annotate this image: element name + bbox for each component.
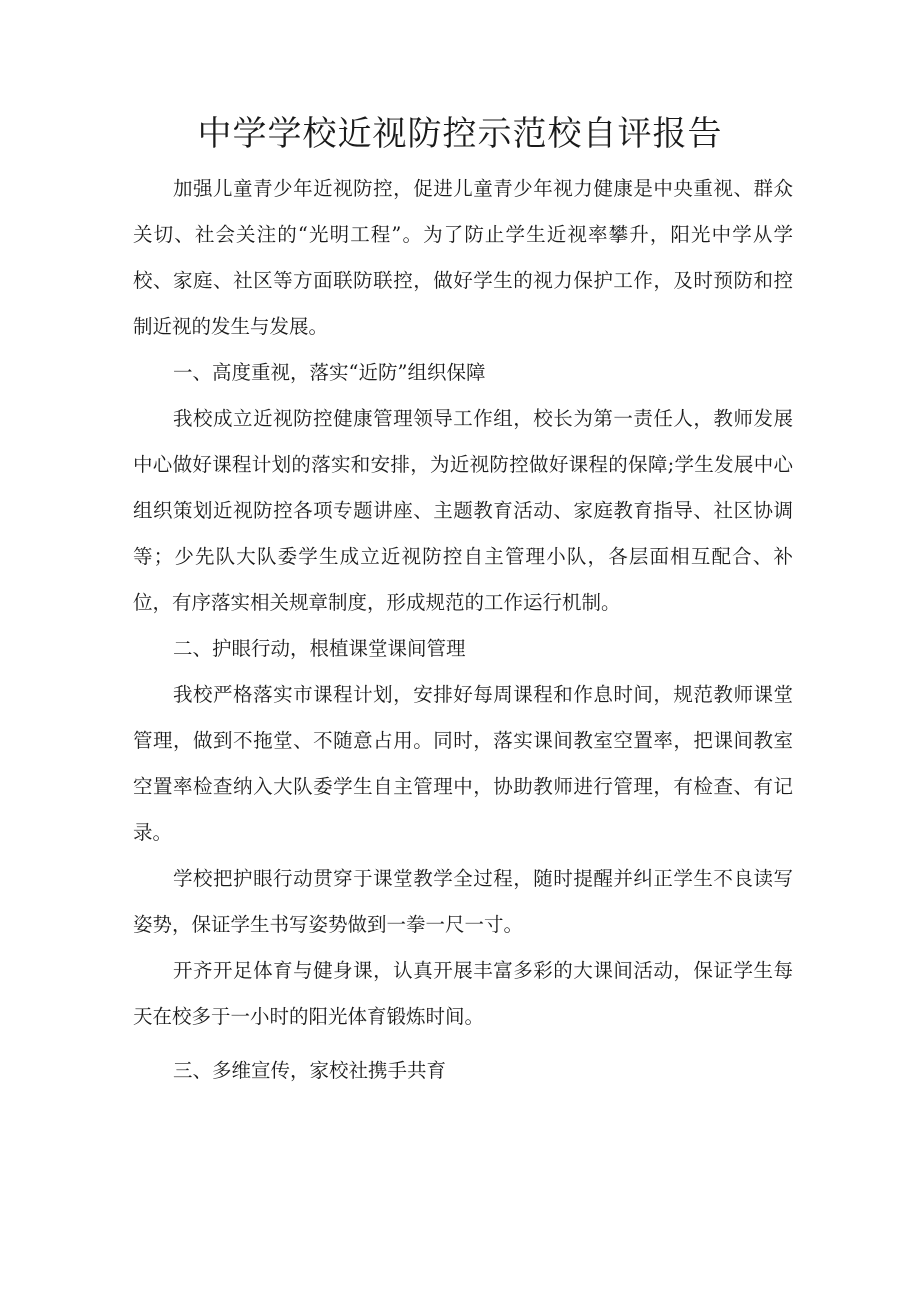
section-2-paragraph-3: 开齐开足体育与健身课，认真开展丰富多彩的大课间活动，保证学生每天在校多于一小时的阳光体育锻炼时间。 — [133, 959, 793, 1028]
section-2-paragraph-1: 我校严格落实市课程计划，安排好每周课程和作息时间，规范教师课堂管理，做到不拖堂、不随意占用。同时，落实课间教室空置率，把课间教室空置率检查纳入大队委学生自主管理中，协助教师进行管理，有检查、有记录。 — [133, 683, 793, 844]
section-heading-2: 二、护眼行动，根植课堂课间管理 — [173, 637, 466, 660]
spacer — [133, 1040, 793, 1048]
document-body — [133, 166, 793, 1094]
document-title: 中学学校近视防控示范校自评报告 — [197, 114, 723, 154]
section-heading-1: 一、高度重视，落实“近防”组织保障 — [173, 361, 486, 384]
section-heading-3: 三、多维宣传，家校社携手共育 — [173, 1059, 447, 1082]
intro-paragraph: 加强儿童青少年近视防控，促进儿童青少年视力健康是中央重视、群众关切、社会关注的“光明工程”。为了防止学生近视率攀升，阳光中学从学校、家庭、社区等方面联防联控，做好学生的视力保护工作，及时预防和控制近视的发生与发展。 — [133, 177, 793, 338]
section-2-paragraph-2: 学校把护眼行动贯穿于课堂教学全过程，随时提醒并纠正学生不良读写姿势，保证学生书写姿势做到一拳一尺一寸。 — [133, 867, 793, 936]
section-1-paragraph: 我校成立近视防控健康管理领导工作组，校长为第一责任人，教师发展中心做好课程计划的落实和安排，为近视防控做好课程的保障;学生发展中心组织策划近视防控各项专题讲座、主题教育活动、家庭教育指导、社区协调等；少先队大队委学生成立近视防控自主管理小队，各层面相互配合、补位，有序落实相关规章制度，形成规范的工作运行机制。 — [133, 407, 793, 614]
